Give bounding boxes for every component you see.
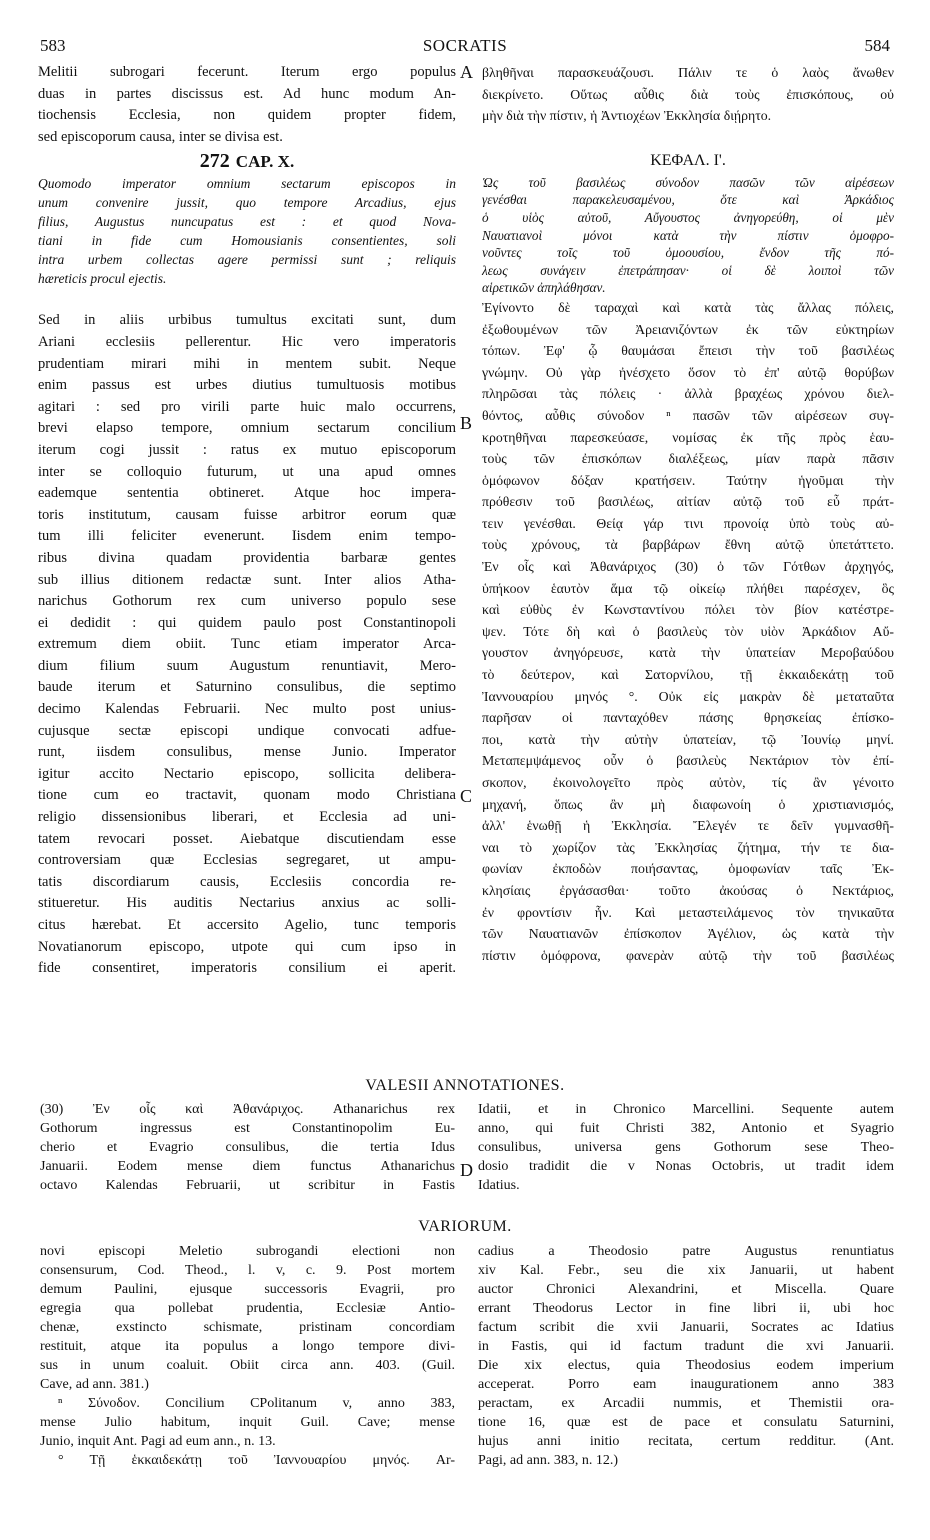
note-line: (30) Ἐν οἷς καὶ Ἀθανάριχος. Athanarichus rex: [40, 1102, 455, 1117]
margin-letter-d: D: [460, 1160, 473, 1180]
text-line: καὶ εὐθὺς ἐν Κωνσταντίνου πόλει τὸν βίον κατέστρε-: [482, 602, 894, 618]
text-line: πίστιν ὁμόφρονα, φανερὰν αὐτῷ τὴν τοῦ βασιλέως: [482, 947, 894, 963]
summary-line: Ὡς τοῦ βασιλέως σύνοδον πασῶν τῶν αἱρέσεων: [482, 174, 894, 190]
note-line: Pagi, ad ann. 383, n. 12.): [478, 1453, 618, 1468]
valesii-right-column: [478, 1100, 894, 1195]
note-line: Die xix electus, quia Theodosius eodem imperium: [478, 1358, 894, 1373]
text-line: agitari : sed pro virili parte huic malo occurrens,: [38, 398, 456, 415]
note-line: xiv Kal. Febr., seu die xix Januarii, ut habent: [478, 1263, 894, 1278]
text-line: Sed in aliis urbibus tumultus excitati sunt, dum: [38, 312, 456, 329]
note-line: anno, qui fuit Christi 382, Antonio et Syagrio: [478, 1121, 894, 1136]
text-line: Ἐγίνοντο δὲ ταραχαὶ καὶ κατὰ τὰς ἄλλας πόλεις,: [482, 299, 894, 315]
text-line: φωνίαν ἐκποδὼν ποιήσαντας, ὁμοφωνίαν ταῖς Ἐκ-: [482, 861, 894, 877]
text-line: tatis discordiarum causis, Ecclesiis concordia re-: [38, 873, 456, 890]
text-line: ribus divina quadam providentia barbaræ gentes: [38, 549, 456, 566]
text-line: βληθῆναι παρασκευάζουσι. Πάλιν τε ὁ λαὸς ἄνωθεν: [482, 65, 894, 80]
right-page-number: 584: [864, 36, 890, 55]
text-line: iterum cogi jussit : ratus ex mutuo episcoporum: [38, 441, 456, 458]
summary-line: filius, Augustus nuncupatus est : et quod Nova-: [38, 214, 456, 230]
summary-line: αἱρετικῶν ἀπηλάθησαν.: [482, 280, 606, 296]
text-line: prudentiam mirari mihi in mentem subit. Neque: [38, 355, 456, 372]
text-line: τὸ δεύτερον, καὶ Σατορνίλου, τῇ ἑκκαιδεκάτῃ τοῦ: [482, 667, 894, 683]
note-line: Idatii, et in Chronico Marcellini. Sequente autem: [478, 1102, 894, 1117]
text-line: σκοπον, ἐκοινολογεῖτο πρὸς αὐτὸν, τίς ἂν γένοιτο: [482, 775, 894, 790]
note-line: Junio, inquit Ant. Pagi ad eum ann., n. 13.: [40, 1434, 276, 1449]
summary-line: intra urbem collectas agere permissi sunt ; reliquis: [38, 252, 456, 268]
text-line: ψεν. Τότε δὴ καὶ ὁ βασιλεὺς τὸν υἱὸν Ἀρκάδιον Αὔ-: [482, 623, 894, 639]
note-line: consensurum, Cod. Theod., l. v, c. 9. Post mortem: [40, 1263, 455, 1278]
text-line: controversiam quæ Ecclesias segregaret, ut ampu-: [38, 852, 456, 869]
running-header: [40, 36, 890, 60]
variorum-right-column: [478, 1242, 894, 1470]
greek-chapter-summary: [482, 174, 894, 297]
text-line: γνώμην. Οὐ γὰρ ἠνέσχετο ὅσον τὸ ἐπ' αὐτῷ θορύβων: [482, 364, 894, 380]
valesii-heading: VALESII ANNOTATIONES.: [365, 1077, 565, 1094]
text-line: τῶν Ναυατιανῶν ἐπίσκοπον Ἀγέλιον, ὡς κατὰ τὴν: [482, 926, 894, 942]
note-line: factum scribit die xvii Januarii, Socrates ac Idatius: [478, 1320, 894, 1335]
text-line: ναι τὸ χωρίζον τὰς Ἐκκλησίας ζήτημα, τήν τε δια-: [482, 839, 894, 855]
latin-chapter-summary: [38, 174, 456, 288]
text-line: ἀλλ' ἑνωθῇ ἡ Ἐκκλησία. Ἔλεγέν τε δεῖν γυμνασθῆ-: [482, 818, 894, 834]
note-line: hujus anni initio recitata, certum redditur. (Ant.: [478, 1434, 894, 1449]
note-line: sus in unum coaluit. Obiit circa ann. 403. (Guil.: [40, 1358, 455, 1373]
text-line: cujusque sectæ episcopi undique convocati adfue-: [38, 722, 456, 739]
text-line: decimo Kalendas Februarii. Nec multo post unius-: [38, 701, 456, 718]
text-line: religio dissensionibus liberari, et Ecclesia ad uni-: [38, 809, 456, 826]
latin-chapter-heading: [38, 148, 456, 174]
text-line: tiochensis Ecclesia, non quidem propter fidem,: [38, 107, 456, 124]
greek-body: [482, 297, 894, 966]
greek-chapter-heading: ΚΕΦΑΛ. Ι'.: [650, 151, 726, 169]
chapter-label: CAP. X.: [235, 152, 295, 172]
summary-line: unum convenire jussit, quo tempore Arcadius, ejus: [38, 195, 456, 211]
text-line: ποι, κατὰ τὴν αὐτὴν ὑπατείαν, τῷ Ἰουνίῳ μηνί.: [482, 731, 894, 747]
margin-letter-c: C: [460, 786, 473, 806]
note-line: Januarii. Eodem mense diem functus Athanarichus: [40, 1159, 455, 1174]
text-line: μὴν διὰ τὴν πίστιν, ἡ Ἀντιοχέων Ἐκκλησία διῄρητο.: [482, 108, 772, 124]
text-line: dium filium suum Augustum renuntiavit, Mero-: [38, 657, 456, 674]
note-line: consulibus, universa gens Gothorum sese Theo-: [478, 1140, 894, 1155]
chapter-number: 272: [199, 150, 230, 173]
note-line: mense Julio habitum, inquit Guil. Cave; mense: [40, 1415, 455, 1430]
text-line: ἐξωθουμένων τῶν Ἀρειανιζόντων ἐκ τῶν εὐκτηρίων: [482, 321, 894, 337]
text-line: διεκρίνετο. Οὕτως αὖθις διὰ τοὺς ἐπισκόπους, οὐ: [482, 86, 894, 102]
text-line: κροτηθῆναι παρεσκεύασε, νομίσας ἐκ τῆς πρὸς ἑαυ-: [482, 429, 894, 445]
note-line: Gothorum ingressus est Constantinopolim Eu-: [40, 1121, 455, 1136]
left-page-number: 583: [40, 36, 66, 55]
text-line: stitueretur. His auditis Nectarius anxius ac solli-: [38, 895, 456, 912]
text-line: sub illius ditionem redactæ sunt. Inter alios Atha-: [38, 571, 456, 588]
text-line: tum illi feliciter evenerunt. Iisdem enim tempo-: [38, 528, 456, 545]
note-line: errant Theodorus Lector in fine libri ii, ubi hoc: [478, 1301, 894, 1316]
summary-line: Ναυατιανοὶ μόνοι κατὰ τὴν πίστιν ὁμοφρο-: [482, 227, 894, 243]
text-line: eademque sententia obtineret. Atque hoc impera-: [38, 485, 456, 502]
note-line: cherio et Evagrio consulibus, die tertia Idus: [40, 1140, 455, 1155]
text-line: sed episcoporum causa, inter se divisa est.: [38, 128, 283, 145]
variorum-left-column: [40, 1242, 455, 1470]
summary-line: νοῦντες τοῖς τοῦ ὁμοουσίου, ἔνδον τῆς πό-: [482, 245, 894, 261]
summary-line: γενέσθαι παρακελευσαμένου, ὅτε καὶ Ἀρκάδιος: [482, 192, 894, 208]
note-line: Cave, ad ann. 381.): [40, 1377, 149, 1392]
note-line: egregia qua pollebat prudentia, Ecclesiæ Antio-: [40, 1301, 455, 1316]
note-line: Idatius.: [478, 1178, 520, 1193]
note-line: ° Τῇ ἑκκαιδεκάτῃ τοῦ Ἰαννουαρίου μηνός. Ar-: [58, 1453, 455, 1468]
text-line: θόντος, αὖθις σύνοδον ⁿ πασῶν τῶν αἱρέσεων συγ-: [482, 407, 894, 423]
text-line: τοὺς τῶν ἐπισκόπων διαλέξεως, μίαν παρὰ πᾶσιν: [482, 451, 894, 467]
note-line: in Fastis, qui id factum tradunt die xvi Januarii.: [478, 1339, 894, 1354]
text-line: runt, iisdem consulibus, mense Junio. Imperator: [38, 744, 456, 761]
text-line: inter se colloquio futurum, ut una apud omnes: [38, 463, 456, 480]
margin-letter-a: A: [460, 62, 473, 82]
text-line: τειν γενέσθαι. Θείᾳ γάρ τινι προνοίᾳ ὑπὸ τοὺς αὐ-: [482, 515, 894, 531]
text-line: μηχανή, ὅπως ἂν μὴ διαφωνοίη ὁ χριστιανισμός,: [482, 796, 894, 812]
text-line: Ἐν οἷς καὶ Ἀθανάριχος (30) ὁ τῶν Γότθων ἀρχηγός,: [482, 559, 894, 575]
summary-line: λεως συνάγειν ἐπετράπησαν· οἱ δὲ λοιποὶ τῶν: [482, 262, 894, 278]
spacer: [38, 288, 456, 310]
text-line: ὁμόφωνον δόξαν κρατήσειν. Ταύτην ἡγοῦμαι τὴν: [482, 472, 894, 488]
variorum-heading: VARIORUM.: [418, 1218, 512, 1235]
text-line: παρῆσαν οἱ πανταχόθεν πάσης θρησκείας ἐπίσκο-: [482, 710, 894, 726]
note-line: peractam, ex Arcadii nummis, et Themistii ora-: [478, 1396, 894, 1411]
text-line: tione cum eo tractavit, quonam modo Christiana: [38, 787, 456, 804]
note-line: chenæ, exstincto schismate, pristinam concordiam: [40, 1320, 455, 1335]
text-line: fide consentiret, imperatoris consilium ei aperit.: [38, 960, 456, 977]
running-title: SOCRATIS: [422, 36, 508, 55]
note-line: ⁿ Σύνοδον. Concilium CPolitanum v, anno 383,: [58, 1396, 455, 1411]
text-line: τόπων. Ἐφ' ᾧ θαυμάσαι ἔπεισι τὴν τοῦ βασιλέως: [482, 343, 894, 359]
note-line: novi episcopi Meletio subrogandi electioni non: [40, 1244, 455, 1259]
text-line: κλησίαις ἐργάσασθαι· τοῦτο ἀκούσας ὁ Νεκτάριος,: [482, 882, 894, 898]
text-line: ἐν φροντίσιν ἦν. Καὶ μεταστειλάμενος τὸν τηνικαῦτα: [482, 904, 894, 920]
text-line: citus hærebat. Et accersito Agelio, tunc temporis: [38, 917, 456, 933]
text-line: Μεταπεμψάμενος οὖν ὁ βασιλεὺς Νεκτάριον τὸν ἐπί-: [482, 753, 894, 769]
summary-line: hæreticis procul ejectis.: [38, 271, 167, 287]
text-line: πληρῶσαι τὰς πόλεις · ἀλλὰ βραχέως χρόνου διελ-: [482, 386, 894, 402]
valesii-left-column: [40, 1100, 455, 1195]
text-line: Melitii subrogari fecerunt. Iterum ergo populus: [38, 64, 456, 80]
text-line: Novatianorum episcopo, utpote qui cum ipso in: [38, 938, 456, 955]
margin-letter-b: B: [460, 413, 473, 433]
greek-top-paragraph: [482, 62, 894, 127]
text-line: brevi elapso tempore, omnium sectarum concilium: [38, 420, 456, 437]
greek-column: [482, 62, 894, 966]
note-line: auctor Chronici Alexandrini, et Miscella. Quare: [478, 1282, 894, 1297]
text-line: toris institutum, causam fuisse arbitror eorum quæ: [38, 506, 456, 523]
spacer: [482, 127, 894, 148]
text-line: πρόθεσιν τοῦ βασιλέως, αἰτίαν αὐτῷ τοῦ εὖ πράτ-: [482, 494, 894, 510]
text-line: enim passus est urbes diutius tumultuosis motibus: [38, 377, 456, 394]
text-line: tatem revocari posset. Aiebatque discutiendam esse: [38, 830, 456, 847]
text-line: Ἰαννουαρίου μηνός °. Οὐκ εἰς μακρὰν δὲ μεταταῦτα: [482, 688, 894, 704]
text-line: baude iterum et Saturnino consulibus, die septimo: [38, 679, 456, 696]
note-line: tione 16, quæ est de pace et consulatu Saturnini,: [478, 1415, 894, 1430]
note-line: acceperat. Porro eam inaugurationem anno 383: [478, 1377, 894, 1392]
text-line: τοὺς χρόνους, τὰ βαρβάρων ἔθνη αὐτῷ ὑπετάττετο.: [482, 537, 894, 553]
text-line: ὑπήκοον ἑαυτὸν ἅμα τῷ οἰκείῳ πλήθει παρέσχεν, ὃς: [482, 580, 894, 596]
note-line: demum Paulini, ejusque successoris Evagrii, pro: [40, 1282, 455, 1297]
latin-column: [38, 62, 456, 980]
latin-top-paragraph: [38, 62, 456, 148]
text-line: extremum diem obiit. Tunc etiam imperator Arca-: [38, 636, 456, 653]
note-line: dosio tradidit die v Nonas Octobris, ut tradit idem: [478, 1159, 894, 1174]
text-line: duas in partes discissus est. Ad hunc modum An-: [38, 85, 456, 102]
note-line: octavo Kalendas Februarii, ut scribitur in Fastis: [40, 1178, 455, 1193]
summary-line: tiani in fide cum Homousianis consentientes, soli: [38, 233, 456, 249]
summary-line: ὁ υἱὸς αὐτοῦ, Αὔγουστος ἀνηγορεύθη, οἱ μὲν: [482, 209, 894, 225]
text-line: Ariani ecclesiis pellerentur. Hic vero imperatoris: [38, 333, 456, 350]
text-line: narichus Gothorum rex cum universo populo sese: [38, 593, 456, 610]
text-line: ei dedidit : qui quidem paulo post Constantinopoli: [38, 614, 456, 631]
note-line: restituit, atque ita populus a longo tempore divi-: [40, 1339, 455, 1354]
summary-line: Quomodo imperator omnium sectarum episcopos in: [38, 176, 456, 192]
note-line: cadius a Theodosio patre Augustus renuntiatus: [478, 1244, 894, 1259]
text-line: γουστον ἀνηγόρευσε, κατὰ τὴν ὑπατείαν Μεροβαύδου: [482, 645, 894, 661]
latin-body: [38, 310, 456, 979]
text-line: igitur accito Nectario episcopo, sollicita delibera-: [38, 765, 456, 782]
